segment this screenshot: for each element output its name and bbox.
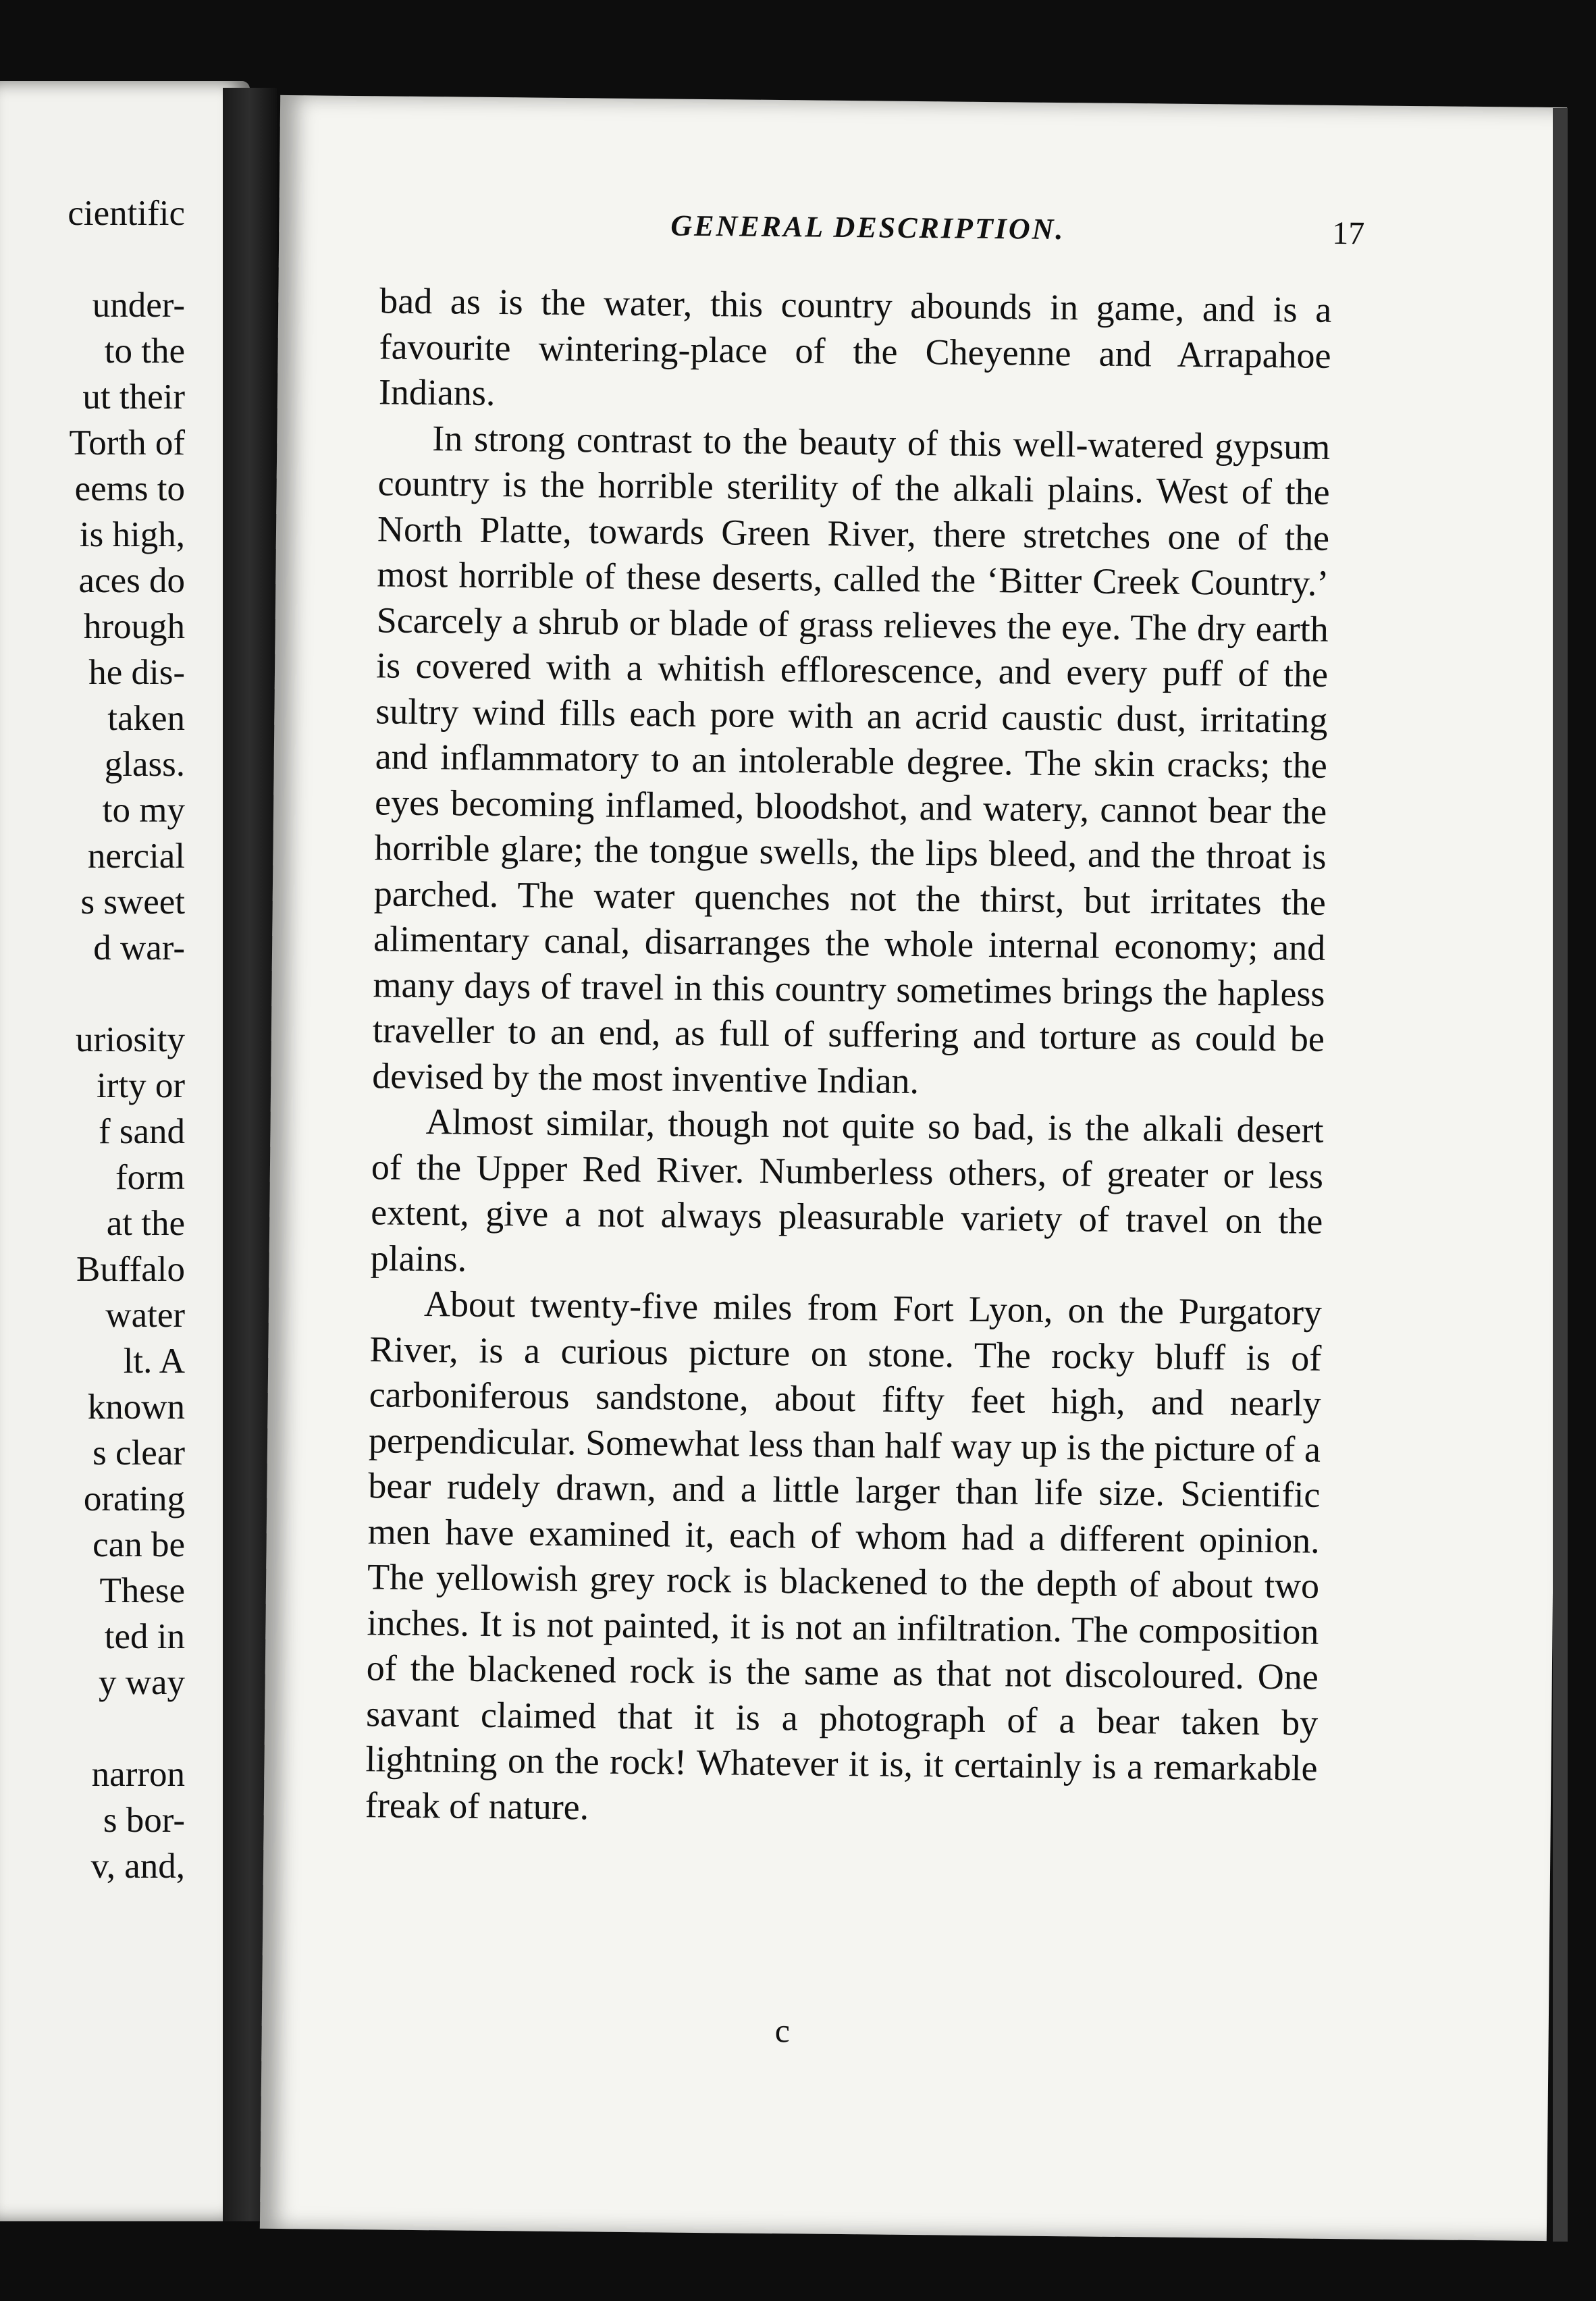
- left-page-line: s sweet: [80, 882, 185, 922]
- left-page-line: uriosity: [76, 1020, 185, 1059]
- left-page-line: to my: [102, 791, 185, 830]
- left-page-line: f sand: [98, 1112, 185, 1151]
- left-page-line: nercial: [87, 837, 185, 876]
- left-page-line: form: [115, 1158, 185, 1197]
- left-page-line: lt. A: [123, 1342, 185, 1381]
- right-page: [260, 95, 1567, 2241]
- left-page-line: aces do: [78, 561, 185, 600]
- left-page-line: s bor-: [103, 1801, 185, 1840]
- left-page-line: water: [105, 1296, 185, 1335]
- left-page-line: Buffalo: [76, 1250, 185, 1289]
- left-page-line: known: [87, 1387, 185, 1427]
- left-page-line: under-: [92, 286, 185, 325]
- body-text: [365, 278, 1332, 1836]
- paragraph: In strong contrast to the beauty of this well-watered gypsum country is the horrible sterility of the alkali plains. West of the North Platte, towards Green River, there stretches one of the most horrible of these deserts, called the ‘Bitter Creek Country.’ Scarcely a shrub or blade of grass relieves the eye. The dry earth is covered with a whitish efflorescence, and every puff of the sultry wind fills each pore with an acrid caustic dust, irritating and inflammatory to an intolerable degree. The skin cracks; the eyes becoming inflamed, bloodshot, and watery, cannot bear the horrible glare; the tongue swells, the lips bleed, and the throat is parched. The water quenches not the thirst, but irritates the alimentary canal, disarranges the whole internal economy; and many days of travel in this country sometimes brings the hapless traveller to an end, as full of suffering and torture as could be devised by the most inventive Indian.: [371, 417, 1331, 1101]
- left-page: [0, 81, 250, 2221]
- left-page-line: orating: [83, 1479, 185, 1518]
- left-page-line: cientific: [68, 194, 185, 233]
- left-page-line: to the: [104, 332, 185, 371]
- signature-mark: c: [774, 2011, 791, 2050]
- paragraph: Almost similar, though not quite so bad, is the alkali desert of the Upper Red River. Numberless others, of greater or less extent, give a not always pleasurable variety of travel on the plains.: [370, 1101, 1324, 1279]
- left-page-line: v, and,: [90, 1847, 185, 1886]
- left-page-line: eems to: [74, 469, 185, 508]
- left-page-line: y way: [98, 1663, 185, 1702]
- left-page-line: s clear: [92, 1433, 185, 1473]
- page-edge: [1553, 108, 1568, 2242]
- left-page-line: narron: [91, 1755, 185, 1794]
- left-page-line: hrough: [83, 607, 185, 646]
- paragraph: About twenty-five miles from Fort Lyon, on the Purgatory River, is a curious picture on stone. The rocky bluff is of carboniferous sandstone, about fifty feet high, and nearly perpendicular. Somewhat less than half way up is the picture of a bear rudely drawn, and a little larger than life size. Scientific men have examined it, each of whom had a different opinion. The yellowish grey rock is blackened to the depth of about two inches. It is not painted, it is not an infiltration. The composition of the blackened rock is the same as that not discoloured. One savant claimed that it is a photograph of a bear taken by lightning on the rock! Whatever it is, it certainly is a remarkable freak of nature.: [365, 1284, 1323, 1827]
- left-page-line: d war-: [93, 928, 185, 968]
- left-page-line: at the: [106, 1204, 185, 1243]
- left-page-line: Torth of: [69, 423, 185, 462]
- left-page-line: can be: [92, 1525, 185, 1564]
- left-page-line: ut their: [82, 377, 185, 417]
- page-number: 17: [1332, 215, 1365, 252]
- left-page-line: irty or: [97, 1066, 185, 1105]
- paragraph: bad as is the water, this country abounds in game, and is a favourite wintering-place of the Cheyenne and Arrapahoe Indians.: [378, 280, 1332, 413]
- left-page-line: he dis-: [88, 653, 185, 692]
- running-head: GENERAL DESCRIPTION.: [670, 209, 1065, 246]
- left-page-line: glass.: [104, 745, 185, 784]
- left-page-line: ted in: [104, 1617, 185, 1656]
- left-page-line: is high,: [79, 515, 185, 554]
- left-page-line: taken: [107, 699, 185, 738]
- left-page-line: These: [99, 1571, 185, 1610]
